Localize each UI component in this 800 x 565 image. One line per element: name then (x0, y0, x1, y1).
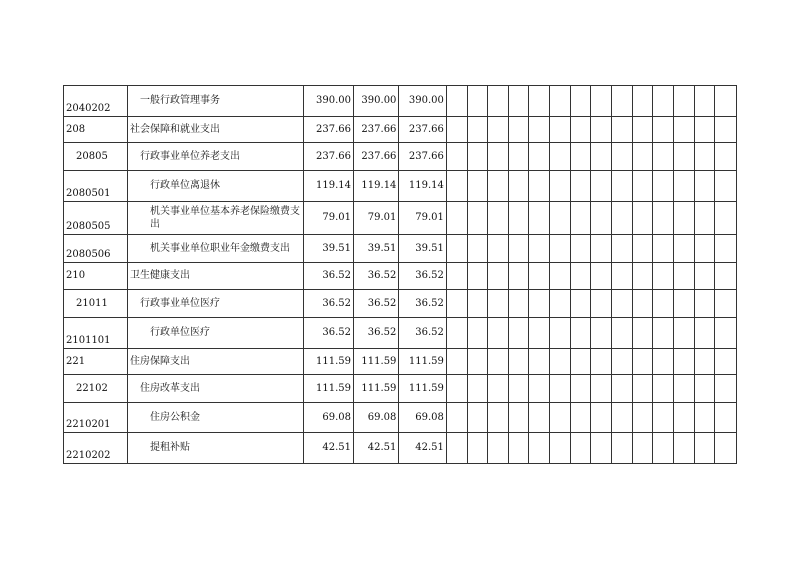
empty-cell (550, 375, 571, 403)
empty-cell (446, 235, 467, 263)
row-name: 行政事业单位养老支出 (127, 143, 304, 171)
empty-cell (467, 290, 488, 318)
empty-cell (529, 235, 550, 263)
empty-cell (715, 349, 737, 375)
empty-cell (673, 349, 694, 375)
empty-cell (508, 263, 529, 290)
row-value-3: 237.66 (399, 117, 446, 143)
empty-cell (591, 117, 612, 143)
empty-cell (673, 263, 694, 290)
row-code: 221 (64, 349, 128, 375)
empty-cell (446, 318, 467, 349)
empty-cell (694, 263, 715, 290)
row-code: 210 (64, 263, 128, 290)
row-value-1: 79.01 (304, 202, 354, 235)
row-value-3: 390.00 (399, 86, 446, 117)
empty-cell (612, 433, 633, 464)
empty-cell (653, 433, 674, 464)
empty-cell (488, 143, 509, 171)
row-code: 2080501 (64, 171, 128, 202)
empty-cell (715, 143, 737, 171)
row-value-1: 36.52 (304, 263, 354, 290)
empty-cell (550, 235, 571, 263)
empty-cell (632, 86, 653, 117)
table-row (64, 117, 737, 143)
empty-cell (446, 403, 467, 433)
empty-cell (673, 290, 694, 318)
empty-cell (612, 263, 633, 290)
row-code: 2210201 (64, 403, 128, 433)
empty-cell (488, 403, 509, 433)
empty-cell (508, 290, 529, 318)
empty-cell (488, 290, 509, 318)
empty-cell (488, 263, 509, 290)
empty-cell (570, 171, 591, 202)
empty-cell (653, 263, 674, 290)
empty-cell (591, 202, 612, 235)
empty-cell (467, 403, 488, 433)
empty-cell (446, 117, 467, 143)
empty-cell (694, 143, 715, 171)
empty-cell (529, 117, 550, 143)
empty-cell (694, 117, 715, 143)
empty-cell (591, 235, 612, 263)
empty-cell (612, 143, 633, 171)
empty-cell (632, 318, 653, 349)
empty-cell (612, 375, 633, 403)
empty-cell (508, 235, 529, 263)
empty-cell (570, 263, 591, 290)
row-value-3: 69.08 (399, 403, 446, 433)
row-code: 2080506 (64, 235, 128, 263)
budget-table (63, 85, 737, 464)
empty-cell (673, 318, 694, 349)
row-value-3: 79.01 (399, 202, 446, 235)
table-row (64, 290, 737, 318)
empty-cell (488, 117, 509, 143)
row-value-1: 111.59 (304, 375, 354, 403)
empty-cell (591, 290, 612, 318)
empty-cell (508, 375, 529, 403)
row-value-2: 42.51 (354, 433, 399, 464)
row-code: 22102 (64, 375, 128, 403)
empty-cell (591, 171, 612, 202)
row-name: 行政单位离退休 (127, 171, 304, 202)
empty-cell (570, 86, 591, 117)
empty-cell (673, 235, 694, 263)
empty-cell (446, 375, 467, 403)
empty-cell (632, 349, 653, 375)
empty-cell (632, 263, 653, 290)
row-value-2: 119.14 (354, 171, 399, 202)
empty-cell (612, 171, 633, 202)
row-value-2: 69.08 (354, 403, 399, 433)
empty-cell (591, 403, 612, 433)
table-row (64, 202, 737, 235)
empty-cell (570, 433, 591, 464)
row-value-1: 111.59 (304, 349, 354, 375)
empty-cell (632, 403, 653, 433)
empty-cell (653, 171, 674, 202)
empty-cell (653, 290, 674, 318)
table-row (64, 263, 737, 290)
empty-cell (632, 202, 653, 235)
empty-cell (508, 86, 529, 117)
empty-cell (591, 263, 612, 290)
empty-cell (715, 318, 737, 349)
table-row (64, 433, 737, 464)
empty-cell (632, 375, 653, 403)
empty-cell (673, 171, 694, 202)
row-value-3: 36.52 (399, 290, 446, 318)
row-name: 行政事业单位医疗 (127, 290, 304, 318)
empty-cell (591, 349, 612, 375)
empty-cell (653, 202, 674, 235)
row-value-3: 39.51 (399, 235, 446, 263)
row-value-2: 111.59 (354, 375, 399, 403)
row-value-3: 111.59 (399, 349, 446, 375)
empty-cell (508, 433, 529, 464)
empty-cell (446, 290, 467, 318)
empty-cell (570, 349, 591, 375)
empty-cell (673, 117, 694, 143)
empty-cell (467, 86, 488, 117)
empty-cell (467, 375, 488, 403)
row-value-2: 36.52 (354, 263, 399, 290)
empty-cell (715, 171, 737, 202)
empty-cell (570, 202, 591, 235)
empty-cell (446, 202, 467, 235)
empty-cell (612, 235, 633, 263)
empty-cell (694, 235, 715, 263)
empty-cell (715, 403, 737, 433)
table-row (64, 86, 737, 117)
empty-cell (488, 318, 509, 349)
empty-cell (694, 86, 715, 117)
empty-cell (488, 171, 509, 202)
empty-cell (467, 263, 488, 290)
empty-cell (508, 403, 529, 433)
row-value-1: 36.52 (304, 318, 354, 349)
empty-cell (653, 318, 674, 349)
empty-cell (715, 290, 737, 318)
empty-cell (673, 433, 694, 464)
empty-cell (653, 375, 674, 403)
empty-cell (529, 403, 550, 433)
empty-cell (612, 290, 633, 318)
empty-cell (715, 235, 737, 263)
table-row (64, 403, 737, 433)
row-name: 住房公积金 (127, 403, 304, 433)
empty-cell (591, 375, 612, 403)
empty-cell (529, 171, 550, 202)
empty-cell (550, 433, 571, 464)
empty-cell (570, 375, 591, 403)
empty-cell (467, 433, 488, 464)
empty-cell (715, 433, 737, 464)
empty-cell (446, 86, 467, 117)
row-value-1: 69.08 (304, 403, 354, 433)
empty-cell (653, 349, 674, 375)
empty-cell (550, 117, 571, 143)
empty-cell (570, 403, 591, 433)
empty-cell (529, 202, 550, 235)
empty-cell (529, 143, 550, 171)
empty-cell (591, 143, 612, 171)
row-value-1: 237.66 (304, 117, 354, 143)
empty-cell (653, 86, 674, 117)
table-row (64, 349, 737, 375)
row-value-3: 42.51 (399, 433, 446, 464)
empty-cell (467, 171, 488, 202)
empty-cell (591, 318, 612, 349)
empty-cell (488, 349, 509, 375)
empty-cell (694, 403, 715, 433)
empty-cell (694, 433, 715, 464)
empty-cell (446, 143, 467, 171)
empty-cell (694, 349, 715, 375)
empty-cell (694, 171, 715, 202)
empty-cell (632, 117, 653, 143)
empty-cell (488, 86, 509, 117)
empty-cell (446, 171, 467, 202)
empty-cell (612, 318, 633, 349)
row-code: 20805 (64, 143, 128, 171)
row-code: 2040202 (64, 86, 128, 117)
empty-cell (570, 290, 591, 318)
empty-cell (673, 202, 694, 235)
empty-cell (508, 318, 529, 349)
empty-cell (550, 349, 571, 375)
empty-cell (508, 349, 529, 375)
row-value-1: 390.00 (304, 86, 354, 117)
empty-cell (550, 202, 571, 235)
empty-cell (508, 143, 529, 171)
empty-cell (694, 290, 715, 318)
table-row (64, 235, 737, 263)
table-row (64, 375, 737, 403)
table-row (64, 318, 737, 349)
empty-cell (467, 143, 488, 171)
empty-cell (673, 375, 694, 403)
empty-cell (570, 318, 591, 349)
empty-cell (653, 117, 674, 143)
table-row (64, 143, 737, 171)
empty-cell (550, 403, 571, 433)
empty-cell (612, 403, 633, 433)
empty-cell (715, 375, 737, 403)
empty-cell (673, 403, 694, 433)
row-value-3: 36.52 (399, 263, 446, 290)
empty-cell (632, 290, 653, 318)
row-name: 机关事业单位职业年金缴费支出 (127, 235, 304, 263)
empty-cell (653, 143, 674, 171)
empty-cell (529, 433, 550, 464)
row-value-2: 36.52 (354, 290, 399, 318)
empty-cell (632, 433, 653, 464)
row-name: 住房保障支出 (127, 349, 304, 375)
row-value-1: 119.14 (304, 171, 354, 202)
empty-cell (653, 403, 674, 433)
empty-cell (694, 202, 715, 235)
empty-cell (570, 117, 591, 143)
empty-cell (550, 290, 571, 318)
empty-cell (508, 202, 529, 235)
empty-cell (488, 375, 509, 403)
empty-cell (694, 318, 715, 349)
row-value-2: 237.66 (354, 143, 399, 171)
empty-cell (508, 171, 529, 202)
empty-cell (467, 117, 488, 143)
empty-cell (632, 235, 653, 263)
empty-cell (612, 86, 633, 117)
empty-cell (591, 433, 612, 464)
empty-cell (529, 263, 550, 290)
row-code: 208 (64, 117, 128, 143)
empty-cell (673, 86, 694, 117)
row-value-2: 237.66 (354, 117, 399, 143)
table-row (64, 171, 737, 202)
empty-cell (508, 117, 529, 143)
row-value-3: 119.14 (399, 171, 446, 202)
row-name: 卫生健康支出 (127, 263, 304, 290)
row-value-2: 111.59 (354, 349, 399, 375)
row-code: 2210202 (64, 433, 128, 464)
row-value-1: 237.66 (304, 143, 354, 171)
empty-cell (529, 349, 550, 375)
empty-cell (653, 235, 674, 263)
row-value-2: 39.51 (354, 235, 399, 263)
empty-cell (529, 375, 550, 403)
empty-cell (715, 86, 737, 117)
empty-cell (612, 117, 633, 143)
row-value-2: 36.52 (354, 318, 399, 349)
empty-cell (467, 235, 488, 263)
row-name: 行政单位医疗 (127, 318, 304, 349)
empty-cell (550, 143, 571, 171)
empty-cell (446, 433, 467, 464)
empty-cell (446, 349, 467, 375)
empty-cell (467, 318, 488, 349)
empty-cell (570, 235, 591, 263)
empty-cell (632, 171, 653, 202)
empty-cell (446, 263, 467, 290)
empty-cell (529, 290, 550, 318)
empty-cell (550, 318, 571, 349)
row-name: 提租补贴 (127, 433, 304, 464)
row-value-1: 42.51 (304, 433, 354, 464)
row-name: 社会保障和就业支出 (127, 117, 304, 143)
row-value-3: 237.66 (399, 143, 446, 171)
empty-cell (591, 86, 612, 117)
empty-cell (715, 263, 737, 290)
row-value-3: 111.59 (399, 375, 446, 403)
empty-cell (694, 375, 715, 403)
empty-cell (488, 235, 509, 263)
empty-cell (612, 349, 633, 375)
row-value-1: 36.52 (304, 290, 354, 318)
row-code: 2101101 (64, 318, 128, 349)
empty-cell (632, 143, 653, 171)
row-value-2: 79.01 (354, 202, 399, 235)
empty-cell (529, 318, 550, 349)
row-code: 21011 (64, 290, 128, 318)
empty-cell (550, 171, 571, 202)
empty-cell (673, 143, 694, 171)
row-value-1: 39.51 (304, 235, 354, 263)
empty-cell (488, 433, 509, 464)
row-name: 机关事业单位基本养老保险缴费支出 (127, 202, 304, 235)
empty-cell (550, 263, 571, 290)
empty-cell (529, 86, 550, 117)
empty-cell (550, 86, 571, 117)
row-name: 一般行政管理事务 (127, 86, 304, 117)
row-code: 2080505 (64, 202, 128, 235)
empty-cell (467, 349, 488, 375)
row-value-3: 36.52 (399, 318, 446, 349)
empty-cell (612, 202, 633, 235)
empty-cell (570, 143, 591, 171)
empty-cell (715, 202, 737, 235)
row-name: 住房改革支出 (127, 375, 304, 403)
row-value-2: 390.00 (354, 86, 399, 117)
empty-cell (488, 202, 509, 235)
empty-cell (715, 117, 737, 143)
empty-cell (467, 202, 488, 235)
